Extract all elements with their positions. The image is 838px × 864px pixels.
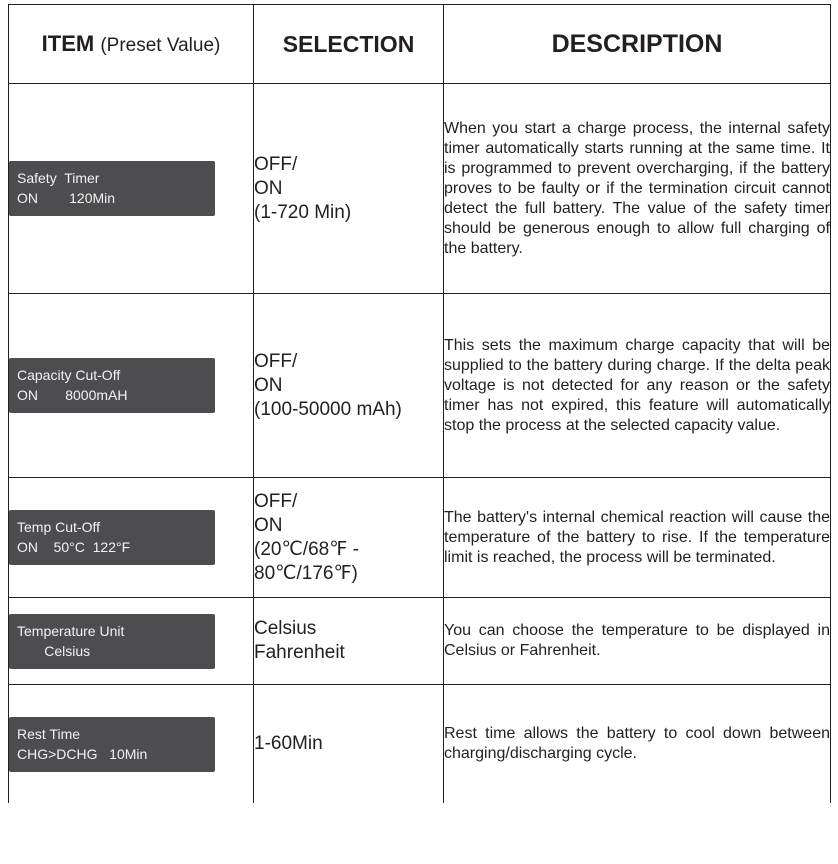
lcd-line-1: Capacity Cut-Off (17, 367, 121, 383)
selection-option: 1-60Min (254, 733, 323, 754)
item-cell (9, 294, 254, 478)
description-cell: When you start a charge process, the internal safety timer automatically starts running at the same time. It is programmed to prevent overcharging, if the battery proves to be faulty or if the termination circuit cannot detect the full battery. The value of the safety timer should be generous enough to allow full charging of the battery. (444, 84, 831, 294)
selection-option: Fahrenheit (254, 642, 345, 663)
selection-option: (20℃/68℉ - (254, 538, 359, 560)
selection-option: ON (254, 514, 283, 536)
lcd-line-1: Rest Time (17, 725, 81, 742)
lcd-display (9, 614, 215, 669)
selection-option: (100-50000 mAh) (254, 398, 402, 420)
selection-option: Celsius (254, 618, 317, 639)
table-header-row (9, 5, 831, 84)
selection-option: 80℃/176℉) (254, 562, 358, 584)
table-row-temperature-unit (9, 598, 831, 685)
lcd-display (9, 161, 215, 216)
table-row-temp-cut-off (9, 478, 831, 598)
item-cell (9, 478, 254, 598)
item-cell (9, 84, 254, 294)
header-item-preset-label: (Preset Value) (100, 35, 221, 56)
selection-option: OFF/ (254, 490, 298, 512)
selection-cell (254, 478, 444, 598)
selection-cell (254, 84, 444, 294)
lcd-line-2: Celsius (17, 642, 91, 659)
column-header-selection: SELECTION (254, 5, 444, 84)
description-cell: This sets the maximum charge capacity that will be supplied to the battery during charge. If the delta peak voltage is not detected for any reason or the safety timer has not expired, this feature will automatically stop the process at the selected capacity value. (444, 294, 831, 478)
lcd-line-1: Safety Timer (17, 170, 100, 186)
table-row-safety-timer (9, 84, 831, 294)
lcd-line-2: ON 50°C 122°F (17, 539, 131, 555)
column-header-item (9, 5, 254, 84)
selection-option: ON (254, 177, 283, 199)
selection-option: (1-720 Min) (254, 201, 352, 223)
description-cell: You can choose the temperature to be displayed in Celsius or Fahrenheit. (444, 598, 831, 685)
lcd-line-2: CHG>DCHG 10Min (17, 745, 148, 762)
selection-option: OFF/ (254, 350, 298, 372)
table-row-rest-time (9, 685, 831, 804)
settings-table (8, 4, 831, 803)
selection-cell (254, 294, 444, 478)
column-header-description: DESCRIPTION (444, 5, 831, 84)
lcd-line-1: Temp Cut-Off (17, 519, 100, 535)
lcd-display (9, 358, 215, 413)
header-item-label: ITEM (41, 31, 95, 56)
lcd-display (9, 717, 215, 772)
description-cell: Rest time allows the battery to cool down between charging/discharging cycle. (444, 685, 831, 804)
lcd-line-2: ON 120Min (17, 190, 116, 206)
selection-cell (254, 598, 444, 685)
selection-option: OFF/ (254, 153, 298, 175)
description-cell: The battery's internal chemical reaction will cause the temperature of the battery to rise. If the temperature limit is reached, the process will be terminated. (444, 478, 831, 598)
selection-option: ON (254, 374, 283, 396)
selection-cell (254, 685, 444, 804)
table-row-capacity-cut-off (9, 294, 831, 478)
lcd-line-1: Temperature Unit (17, 622, 125, 639)
lcd-line-2: ON 8000mAH (17, 387, 128, 403)
item-cell (9, 598, 254, 685)
item-cell (9, 685, 254, 804)
lcd-display (9, 510, 215, 565)
